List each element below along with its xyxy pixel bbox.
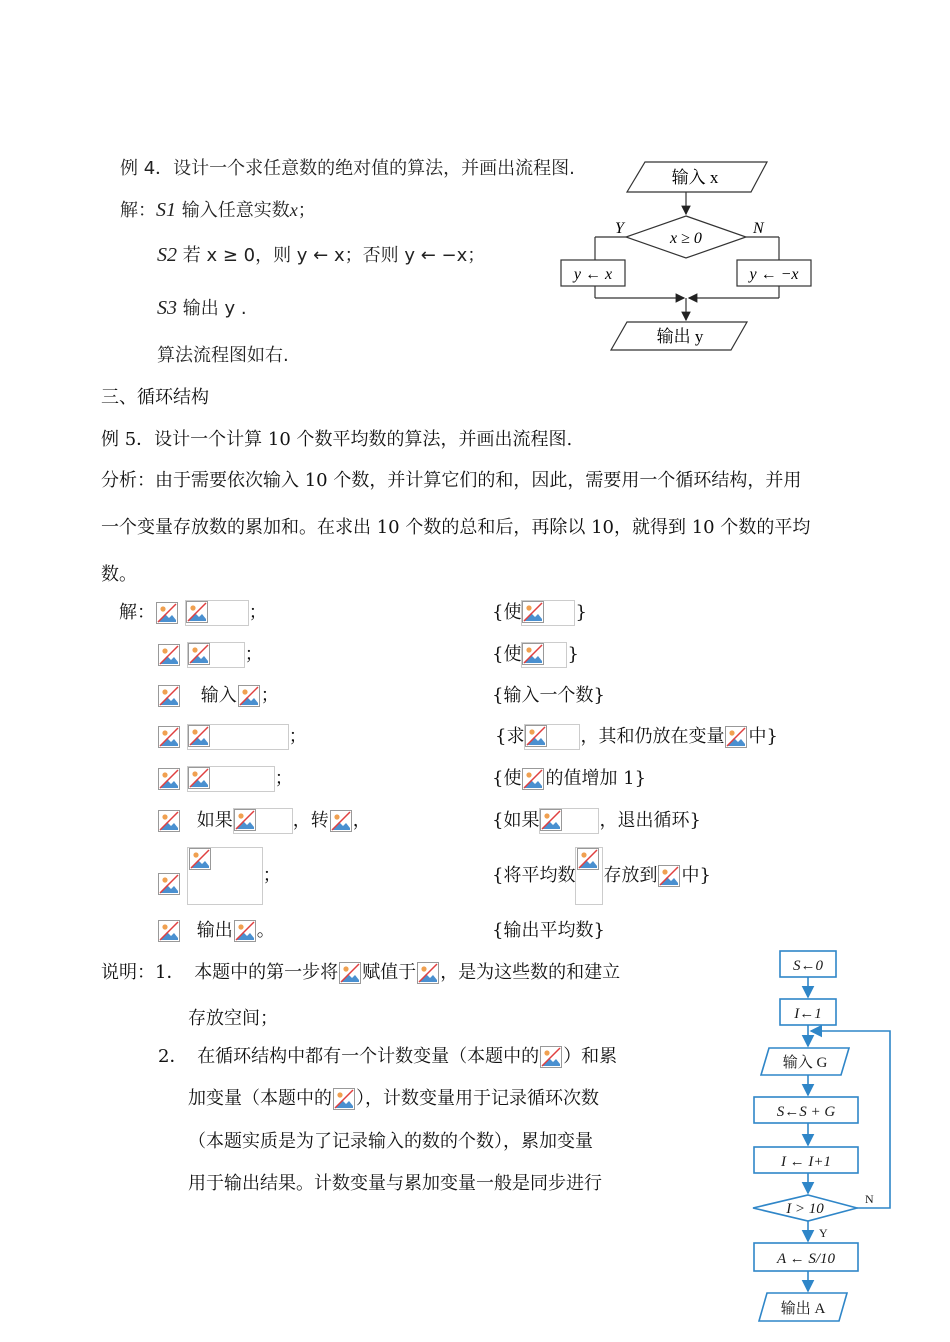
note-text: {使 [492,768,522,789]
step-note-6 [492,806,701,834]
note-text: {使 [492,602,522,623]
flow5-i-init-text: I←1 [794,1006,822,1022]
step-row-5 [157,764,293,792]
broken-image-icon [234,920,256,942]
flowchart-average [745,945,905,1335]
solution-label: 解： [120,200,156,221]
notes-label: 说明： [101,962,155,983]
formula-placeholder [521,600,575,626]
note-text: {将平均数 [492,865,576,886]
flow5-input-text: 输入 G [782,1055,828,1071]
note-text: 中} [748,726,778,747]
broken-image-icon [540,1046,562,1068]
broken-image-icon [158,685,180,707]
formula-placeholder [187,724,289,750]
formula-placeholder [187,642,245,668]
note-1 [101,958,620,984]
example4-step3 [157,294,247,320]
broken-image-icon [238,685,260,707]
formula-placeholder [524,724,580,750]
note-text: } [575,602,587,623]
analysis-line-3: 数。 [101,564,137,585]
formula-placeholder [521,642,567,668]
note-text: } [567,644,579,665]
step-row-8 [157,916,275,942]
note-text: {如果 [492,810,540,831]
semicolon: ； [248,602,267,623]
step1-end: ； [297,200,316,221]
step-note-7 [492,847,711,905]
broken-image-icon [158,873,180,895]
flow4-condition-text: x ≥ 0 [670,230,702,247]
step-text: 如果 [196,810,233,831]
broken-image-icon [658,865,680,887]
broken-image-icon [188,725,210,747]
broken-image-icon [540,809,562,831]
note-text: ）和累 [563,1046,618,1067]
formula-placeholder [187,847,263,905]
note-2-line-2 [188,1084,599,1110]
example4-conclusion: 算法流程图如右. [157,345,289,366]
broken-image-icon [188,643,210,665]
step-text: ， [292,810,311,831]
note-text: ，是为这些数的和建立 [440,962,621,983]
formula-placeholder [187,766,275,792]
note-text: {求 [495,726,525,747]
step-row-2 [157,640,263,668]
analysis-line-1: 分析：由于需要依次输入 10 个数，并计算它们的和，因此，需要用一个循环结构，并用 [101,470,802,491]
flow5-avg-text: A ← S/10 [776,1251,836,1267]
flow5-incr-text: I ← I+1 [780,1154,832,1170]
broken-image-icon [330,810,352,832]
note-1-line-2: 存放空间； [188,1008,278,1029]
note-text: 本题中的第一步将 [194,962,339,983]
example4-step2 [157,241,485,267]
note-text: 加变量（本题中的 [188,1088,332,1109]
section-heading: 三、循环结构 [101,387,209,408]
note-text: 存放到 [603,865,658,886]
formula-placeholder [539,808,599,834]
flow4-right-text: y ← −x [749,266,799,283]
note-text: 中} [681,865,711,886]
step-note-8: {输出平均数} [492,920,605,941]
flow5-cond-text: I > 10 [786,1201,824,1217]
example4-step1 [120,196,316,222]
broken-image-icon [522,643,544,665]
step-row-7 [157,847,281,905]
flowchart-abs-value [555,158,820,358]
broken-image-icon [158,768,180,790]
step2-text: 若 x ≥ 0，则 y ← x；否则 y ← −x； [182,245,486,266]
note-text: ），计数变量用于记录循环次数 [356,1088,599,1109]
semicolon: ； [244,644,263,665]
step-text: 输入 [200,685,237,706]
step2-label: S2 [157,244,177,266]
step-text: 转 [310,810,329,831]
note-text: 在循环结构中都有一个计数变量（本题中的 [197,1046,540,1067]
broken-image-icon [189,848,211,870]
semicolon: ； [262,865,281,886]
note-text: 的值增加 1} [545,768,647,789]
flow4-no-label: N [753,220,764,237]
broken-image-icon [186,601,208,623]
flow5-s-init-text: S←0 [793,958,823,974]
flow5-output-text: 输出 A [780,1301,826,1317]
broken-image-icon [156,602,178,624]
broken-image-icon [339,962,361,984]
step-row-3 [157,681,279,707]
step-text: 。 [256,920,275,941]
semicolon: ； [274,768,293,789]
step-note-2 [492,640,579,668]
step-note-5 [492,764,646,790]
broken-image-icon [234,809,256,831]
flow4-yes-label: Y [615,220,624,237]
step3-label: S3 [157,297,177,319]
semicolon: ； [260,685,279,706]
step-row-1 [119,598,267,626]
formula-placeholder [575,847,603,905]
note-text: ，其和仍放在变量 [580,726,725,747]
broken-image-icon [333,1088,355,1110]
step-row-4 [157,722,307,750]
solution-label: 解： [119,602,155,623]
broken-image-icon [158,920,180,942]
note-2-line-3: （本题实质是为了记录输入的数的个数），累加变量 [188,1131,593,1152]
step1-label: S1 [156,199,176,221]
broken-image-icon [158,726,180,748]
note-number: 1． [155,962,185,983]
step-note-4 [495,722,778,750]
step1-text: 输入任意实数 [181,200,290,221]
note-text: 赋值于 [362,962,417,983]
flow5-no-label: N [865,1192,874,1206]
analysis-line-2: 一个变量存放数的累加和。在求出 10 个数的总和后，再除以 10，就得到 10 个数的平均 [101,517,811,538]
flow4-left-text: y ← x [573,266,613,283]
broken-image-icon [577,848,599,870]
flow4-input-text: 输入 x [671,168,719,187]
semicolon: ； [288,726,307,747]
broken-image-icon [725,726,747,748]
step-row-6 [157,806,371,834]
step1-var: x [289,200,298,220]
note-text: ，退出循环} [599,810,701,831]
example5-title: 例 5．设计一个计算 10 个数平均数的算法，并画出流程图. [101,429,573,450]
flow5-yes-label: Y [819,1226,828,1240]
broken-image-icon [158,644,180,666]
formula-placeholder [185,600,249,626]
broken-image-icon [525,725,547,747]
step-text: ， [352,810,371,831]
flow5-accum-text: S←S + G [776,1104,836,1120]
note-text: {使 [492,644,522,665]
broken-image-icon [522,768,544,790]
note-2 [158,1042,617,1068]
broken-image-icon [522,601,544,623]
step-note-1 [492,598,587,626]
formula-placeholder [233,808,293,834]
step-text: 输出 [196,920,233,941]
step3-text: 输出 y . [182,298,247,319]
note-2-line-4: 用于输出结果。计数变量与累加变量一般是同步进行 [188,1173,602,1194]
flow4-output-text: 输出 y [656,327,704,346]
note-number: 2． [158,1046,188,1067]
broken-image-icon [188,767,210,789]
step-note-3: {输入一个数} [492,685,605,706]
example4-title: 例 4．设计一个求任意数的绝对值的算法，并画出流程图. [120,158,575,179]
broken-image-icon [417,962,439,984]
broken-image-icon [158,810,180,832]
